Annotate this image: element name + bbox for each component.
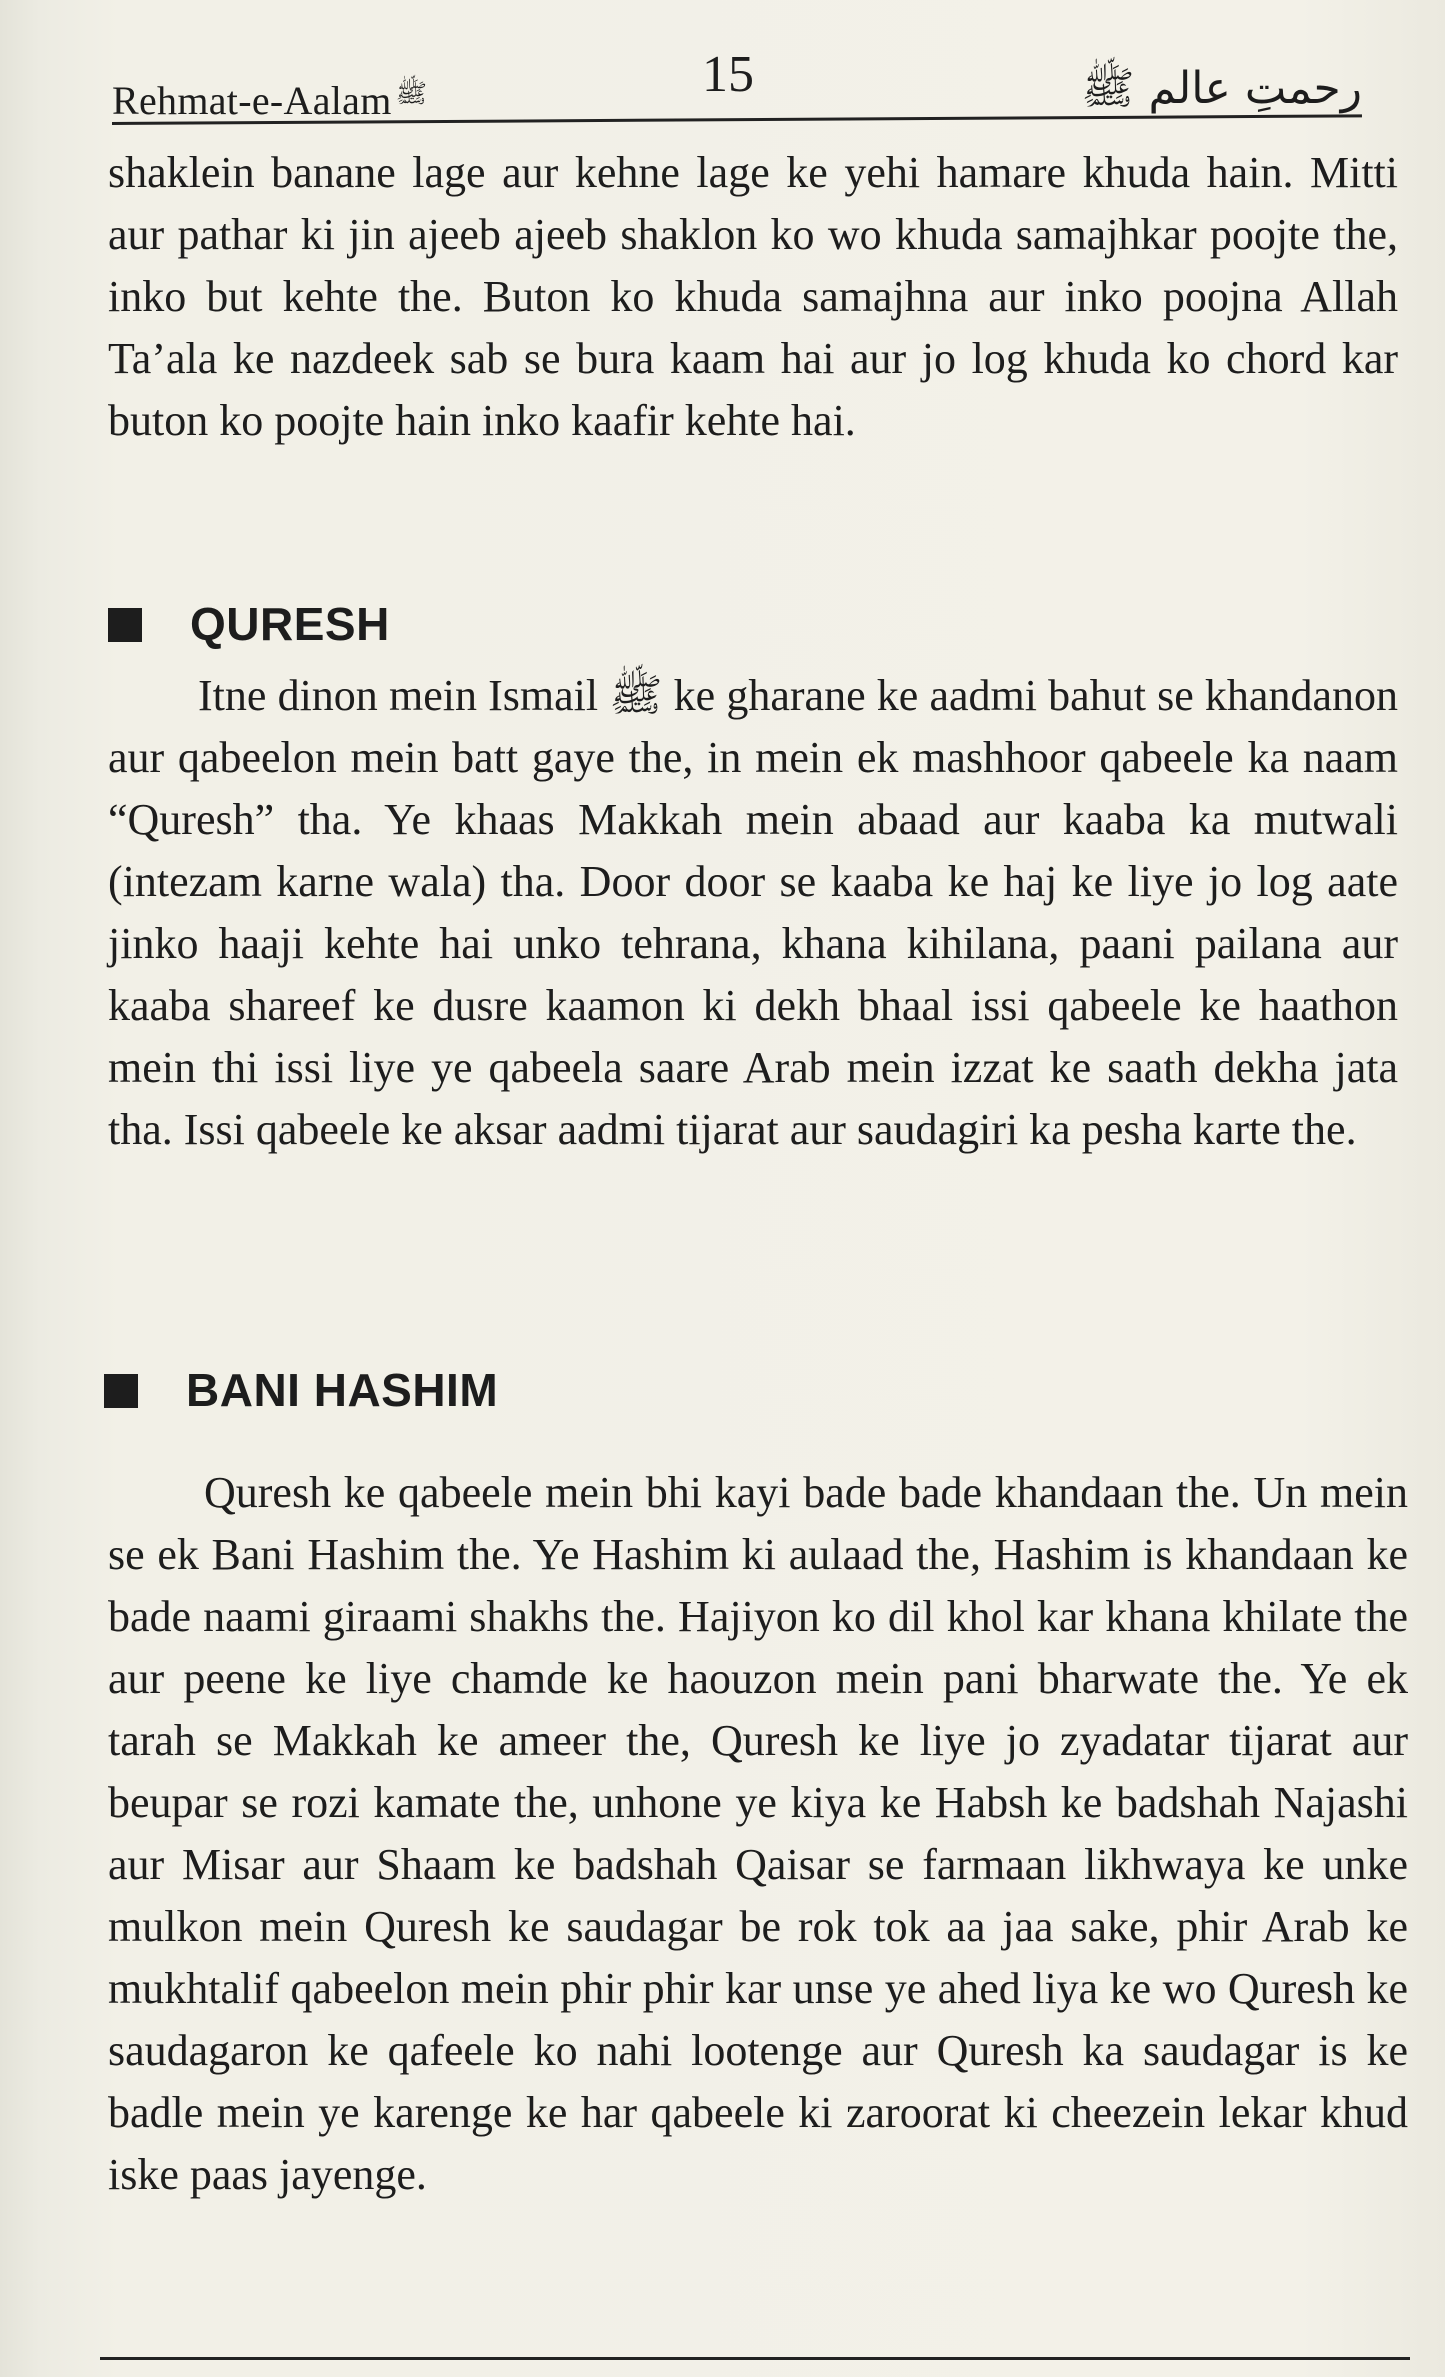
page-number: 15	[702, 46, 754, 103]
heading-square-icon	[108, 608, 142, 642]
footer-rule	[100, 2357, 1410, 2360]
heading-square-icon	[104, 1374, 138, 1408]
section-heading-bani-hashim	[104, 1363, 498, 1417]
running-title	[112, 77, 427, 124]
pbuh-glyph: ﷺ	[395, 79, 428, 109]
section-heading-text: QURESH	[190, 598, 390, 650]
running-title-text: Rehmat-e-Aalam	[112, 78, 392, 123]
section-heading-text: BANI HASHIM	[186, 1364, 499, 1416]
bani-hashim-paragraph-block	[108, 1462, 1408, 2206]
intro-paragraph-block	[108, 142, 1398, 452]
urdu-running-title: رحمتِ عالم ﷺ	[1081, 63, 1362, 114]
intro-paragraph: shaklein banane lage aur kehne lage ke yehi hamare khuda hain. Mitti aur pathar ki jin ajeeb ajeeb shaklon ko wo khuda samajhkar poojte the, inko but kehte the. Buton ko khuda samajhna aur inko poojna Allah Ta’ala ke nazdeek sab se bura kaam hai aur jo log khuda ko chord kar buton ko poojte hain inko kaafir kehte hai.	[108, 148, 1398, 445]
quresh-paragraph-block	[108, 665, 1398, 1161]
quresh-paragraph: Itne dinon mein Ismail ﷺ ke gharane ke aadmi bahut se khandanon aur qabeelon mein batt gaye the, in mein ek mashhoor qabeele ka naam “Quresh” tha. Ye khaas Makkah mein abaad aur kaaba ka mutwali (intezam karne wala) tha. Door door se kaaba ke haj ke liye jo log aate jinko haaji kehte hai unko tehrana, khana kihilana, paani pailana aur kaaba shareef ke dusre kaamon ki dekh bhaal issi qabeele ke haathon mein thi issi liye ye qabeela saare Arab mein izzat ke saath dekha jata tha. Issi qabeele ke aksar aadmi tijarat aur saudagiri ka pesha karte the.	[108, 671, 1398, 1154]
page-header	[112, 45, 1362, 125]
section-heading-quresh	[108, 597, 390, 651]
bani-hashim-paragraph: Quresh ke qabeele mein bhi kayi bade bade khandaan the. Un mein se ek Bani Hashim the. Ye Hashim ki aulaad the, Hashim is khandaan ke bade naami giraami shakhs the. Hajiyon ko dil khol kar khana khilate the aur peene ke liye chamde ke haouzon mein pani bharwate the. Ye ek tarah se Makkah ke ameer the, Quresh ke liye jo zyadatar tijarat aur beupar se rozi kamate the, unhone ye kiya ke Habsh ke badshah Najashi aur Misar aur Shaam ke badshah Qaisar se farmaan likhwaya ke unke mulkon mein Quresh ke saudagar be rok tok aa jaa sake, phir Arab ke mukhtalif qabeelon mein phir phir kar unse ye ahed liya ke wo Quresh ke saudagaron ke qafeele ko nahi lootenge aur Quresh ka saudagar is ke badle mein ye karenge ke har qabeele ki zaroorat ki cheezein lekar khud iske paas jayenge.	[108, 1468, 1408, 2199]
